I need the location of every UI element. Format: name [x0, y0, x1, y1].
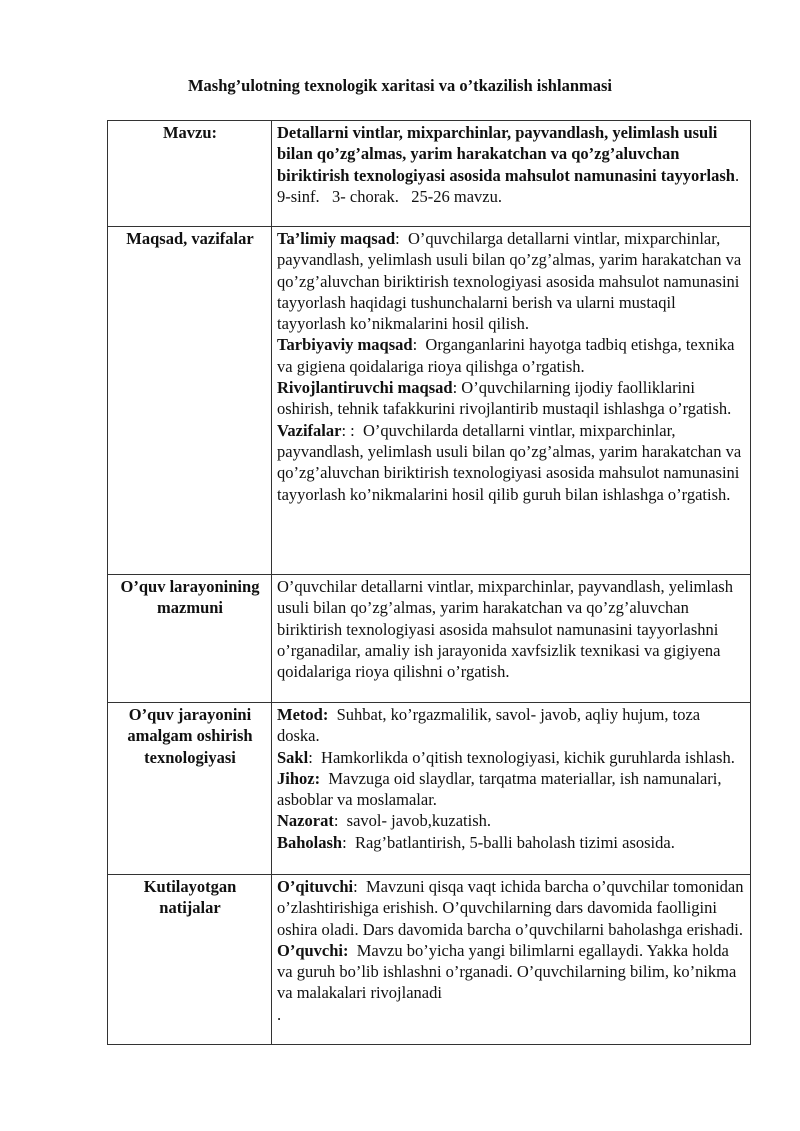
tech-sep: : [333, 811, 347, 831]
table-row-results [108, 875, 751, 1045]
lesson-plan-table [107, 120, 751, 1045]
goal-sep: : [412, 335, 426, 355]
result-student [277, 940, 746, 1004]
row-label: O’quv larayonining mazmuni [108, 575, 272, 703]
tech-text: Suhbat, ko’rgazmalilik, savol- javob, aqliy hujum, toza doska. [277, 705, 701, 746]
tech-assessment [277, 832, 746, 853]
goal-sep: : [452, 378, 462, 398]
tech-sep: : [342, 832, 355, 852]
table-row-goals [108, 227, 751, 575]
table-row-technology [108, 703, 751, 875]
tech-term: Nazorat [277, 811, 334, 831]
row-label: Kutilayotgan natijalar [108, 875, 272, 1045]
goal-upbringing [277, 334, 746, 377]
tech-term: Baholash [277, 832, 343, 852]
tech-text: Hamkorlikda o’qitish texnologiyasi, kichik guruhlarda ishlash. [321, 747, 735, 767]
page-title: Mashg’ulotning texnologik xaritasi va o’tkazilish ishlanmasi [187, 76, 612, 95]
goal-text: O’quvchilarning ijodiy faolliklarini oshirish, tehnik tafakkurini rivojlantirib mustaqil ishlashga o’rgatish. [277, 378, 732, 419]
topic-cell [272, 121, 751, 227]
goal-term: Ta’limiy maqsad [277, 229, 396, 248]
tech-sep [328, 705, 336, 724]
tech-text: Mavzuga oid slaydlar, tarqatma materiallar, ish namunalari, asboblar va moslamalar. [277, 768, 722, 810]
content-cell: O’quvchilar detallarni vintlar, mixparchinlar, payvandlash, yelimlash usuli bilan qo’zg’almas, yarim harakatchan va qo’zg’aluvchan biriktirish texnologiyasi asosida mahsulot namunasini tayyorlashni o’rganadilar, amaliy ish jarayonida xavfsizlik texnikasi va gigiyena qoidalariga rioya qilishni o’rgatish. [272, 575, 751, 703]
goal-text: O’quvchilarda detallarni vintlar, mixparchinlar, payvandlash, yelimlash usuli bilan qo’zg’almas, yarim harakatchan va qo’zg’aluvchan biriktirish texnologiyasi asosida mahsulot namunasini tayyorlash ko’nikmalarini hosil qilib guruh bilan ishlashga o’rgatish. [277, 420, 742, 504]
result-term: O’qituvchi [277, 877, 354, 896]
result-term: O’quvchi: [277, 940, 349, 960]
tech-term: Jihoz: [277, 768, 321, 788]
technology-cell [272, 703, 751, 875]
row-label: Maqsad, vazifalar [108, 227, 272, 575]
results-cell [272, 875, 751, 1045]
result-sep: : [353, 877, 366, 896]
row-label: O’quv jarayonini amalgam oshirish texnologiyasi [108, 703, 272, 875]
table-row-topic [108, 121, 751, 227]
goal-sep: : : [341, 420, 364, 440]
tech-sep: : [308, 747, 322, 767]
goal-text: Organganlarini hayotga tadbiq etishga, texnika va gigiena qoidalariga rioya qilishga o’rgatish. [277, 335, 735, 376]
goal-sep: : [395, 229, 408, 248]
result-teacher [277, 876, 746, 940]
goal-text: O’quvchilarga detallarni vintlar, mixparchinlar, payvandlash, yelimlash usuli bilan qo’zg’almas, yarim harakatchan va qo’zg’aluvchan biriktirish texnologiyasi asosida mahsulot namunasini tayyorlash haqidagi tushunchalarni berish va ularni mustaqil tayyorlash ko’nikmalarini hosil qilish. [277, 229, 742, 334]
result-text: Mavzuni qisqa vaqt ichida barcha o’quvchilar tomonidan o’zlashtirishiga erishish. O’quvchilarning dars davomida faolligini oshira oladi. Dars davomida barcha o’quvchilarni baholashga erishadi. [277, 877, 744, 939]
tech-term: Sakl [277, 747, 309, 767]
goal-tasks [277, 420, 746, 505]
result-text: Mavzu bo’yicha yangi bilimlarni egallaydi. Yakka holda va guruh bo’lib ishlashni o’rganadi. O’quvchilarning bilim, ko’nikma va malakalari rivojlanadi [277, 940, 737, 1003]
goal-educational [277, 228, 746, 334]
tech-method [277, 704, 746, 747]
tech-equipment [277, 768, 746, 811]
result-sep [349, 941, 357, 960]
table-row-content [108, 575, 751, 703]
goal-term: Vazifalar [277, 420, 342, 440]
row-label: Mavzu: [108, 121, 272, 227]
topic-text: Detallarni vintlar, mixparchinlar, payvandlash, yelimlash usuli bilan qo’zg’almas, yarim harakatchan va qo’zg’aluvchan biriktirish texnologiyasi asosida mahsulot namunasini tayyorlash [277, 123, 735, 185]
topic-end: . [734, 165, 740, 185]
goal-term: Tarbiyaviy maqsad [277, 335, 413, 355]
tech-text: savol- javob,kuzatish. [346, 811, 491, 831]
tech-term: Metod: [277, 705, 329, 724]
tech-text: Rag’batlantirish, 5-balli baholash tizimi asosida. [354, 832, 675, 852]
goal-term: Rivojlantiruvchi maqsad [277, 378, 453, 398]
class-quarter-topic-meta: 9-sinf. 3- chorak. 25-26 mavzu. [277, 186, 502, 206]
result-trailing: . [277, 1004, 282, 1024]
goal-developmental [277, 377, 746, 420]
goals-cell [272, 227, 751, 575]
tech-control [277, 810, 746, 831]
tech-form [277, 747, 746, 768]
